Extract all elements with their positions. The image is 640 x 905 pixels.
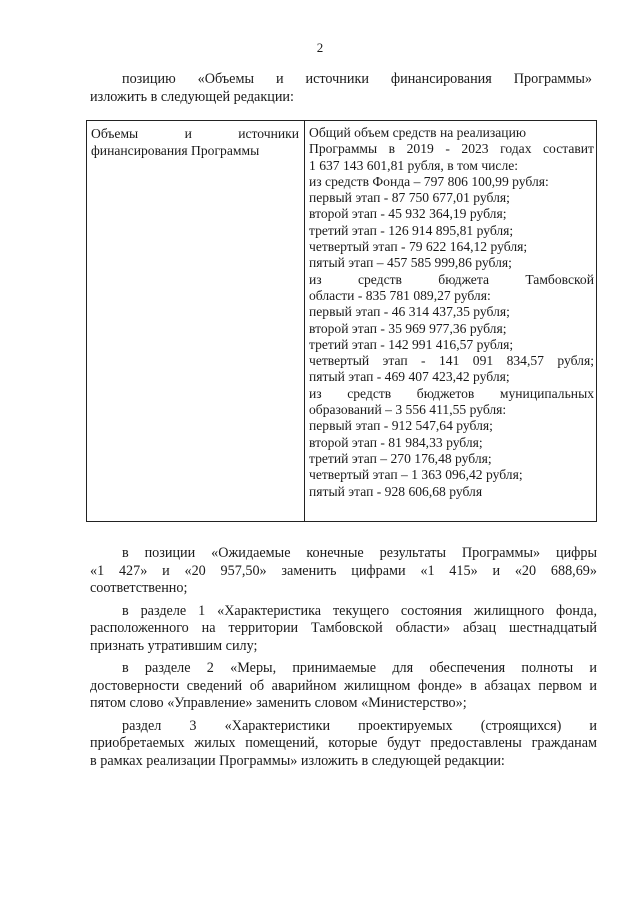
paragraph-section-3 (90, 718, 597, 771)
right-cell-line: образований – 3 556 411,55 рубля: (309, 402, 507, 418)
left-cell-line-1: Объемы и источники (91, 126, 299, 141)
right-cell-line: четвертый этап - 141 091 834,57 рубля; (309, 353, 594, 369)
right-cell-line: четвертый этап - 79 622 164,12 рубля; (309, 239, 528, 255)
paragraph-line: в разделе 2 «Меры, принимаемые для обеспечения полноты и (122, 660, 597, 676)
paragraph-line: «1 427» и «20 957,50» заменить цифрами «1 415» и «20 688,69» (90, 562, 597, 579)
intro-line-1: позицию «Объемы и источники финансирования Программы» (122, 71, 592, 87)
paragraph-expected-results (90, 545, 597, 598)
amendments-body (90, 545, 597, 775)
right-cell-line: четвертый этап – 1 363 096,42 рубля; (309, 467, 523, 483)
intro-paragraph (90, 70, 592, 106)
paragraph-line: раздел 3 «Характеристики проектируемых (строящихся) и (122, 717, 597, 734)
right-cell-line: пятый этап – 457 585 999,86 рубля; (309, 255, 512, 271)
right-cell-line: первый этап - 46 314 437,35 рубля; (309, 304, 510, 320)
page-number: 2 (316, 40, 324, 55)
table-column-divider (304, 121, 305, 521)
right-cell-line: третий этап - 126 914 895,81 рубля; (309, 222, 514, 238)
paragraph-line: соответственно; (90, 580, 188, 596)
table-left-cell (91, 125, 299, 159)
right-cell-line: второй этап - 81 984,33 рубля; (309, 434, 483, 450)
right-cell-line: первый этап - 87 750 677,01 рубля; (309, 190, 510, 206)
right-cell-line: Общий объем средств на реализацию (309, 125, 527, 140)
paragraph-line: в разделе 1 «Характеристика текущего состояния жилищного фонда, (122, 602, 597, 619)
right-cell-line: пятый этап - 928 606,68 рубля (309, 483, 483, 499)
right-cell-line: из средств бюджетов муниципальных (309, 385, 594, 401)
right-cell-line: третий этап – 270 176,48 рубля; (309, 450, 492, 466)
paragraph-section-2 (90, 660, 597, 713)
paragraph-line: в позиции «Ожидаемые конечные результаты Программы» цифры (122, 545, 597, 561)
paragraph-section-1 (90, 603, 597, 656)
paragraph-line: пятом слово «Управление» заменить словом «Министерство»; (90, 695, 467, 711)
right-cell-line: 1 637 143 601,81 рубля, в том числе: (309, 157, 519, 173)
table-right-cell (309, 125, 594, 500)
right-cell-line: Программы в 2019 - 2023 годах составит (309, 141, 594, 157)
right-cell-line: области - 835 781 089,27 рубля: (309, 287, 491, 303)
right-cell-line: пятый этап - 469 407 423,42 рубля; (309, 369, 510, 385)
paragraph-line: достоверности сведений об аварийном жилищном фонде» в абзацах первом и (90, 677, 597, 694)
paragraph-line: расположенного на территории Тамбовской области» абзац шестнадцатый (90, 620, 597, 636)
paragraph-line: приобретаемых жилых помещений, которые будут предоставлены гражданам (90, 735, 597, 751)
right-cell-line: второй этап - 45 932 364,19 рубля; (309, 206, 507, 222)
paragraph-line: в рамках реализации Программы» изложить в следующей редакции: (90, 752, 505, 769)
right-cell-line: из средств бюджета Тамбовской (309, 271, 594, 287)
paragraph-line: признать утратившим силу; (90, 637, 258, 654)
left-cell-line-2: финансирования Программы (91, 143, 260, 158)
right-cell-line: первый этап - 912 547,64 рубля; (309, 418, 493, 434)
right-cell-line: второй этап - 35 969 977,36 рубля; (309, 320, 507, 336)
intro-line-2: изложить в следующей редакции: (90, 89, 294, 105)
right-cell-line: третий этап - 142 991 416,57 рубля; (309, 336, 514, 352)
right-cell-line: из средств Фонда – 797 806 100,99 рубля: (309, 173, 549, 189)
financing-table (86, 120, 597, 522)
